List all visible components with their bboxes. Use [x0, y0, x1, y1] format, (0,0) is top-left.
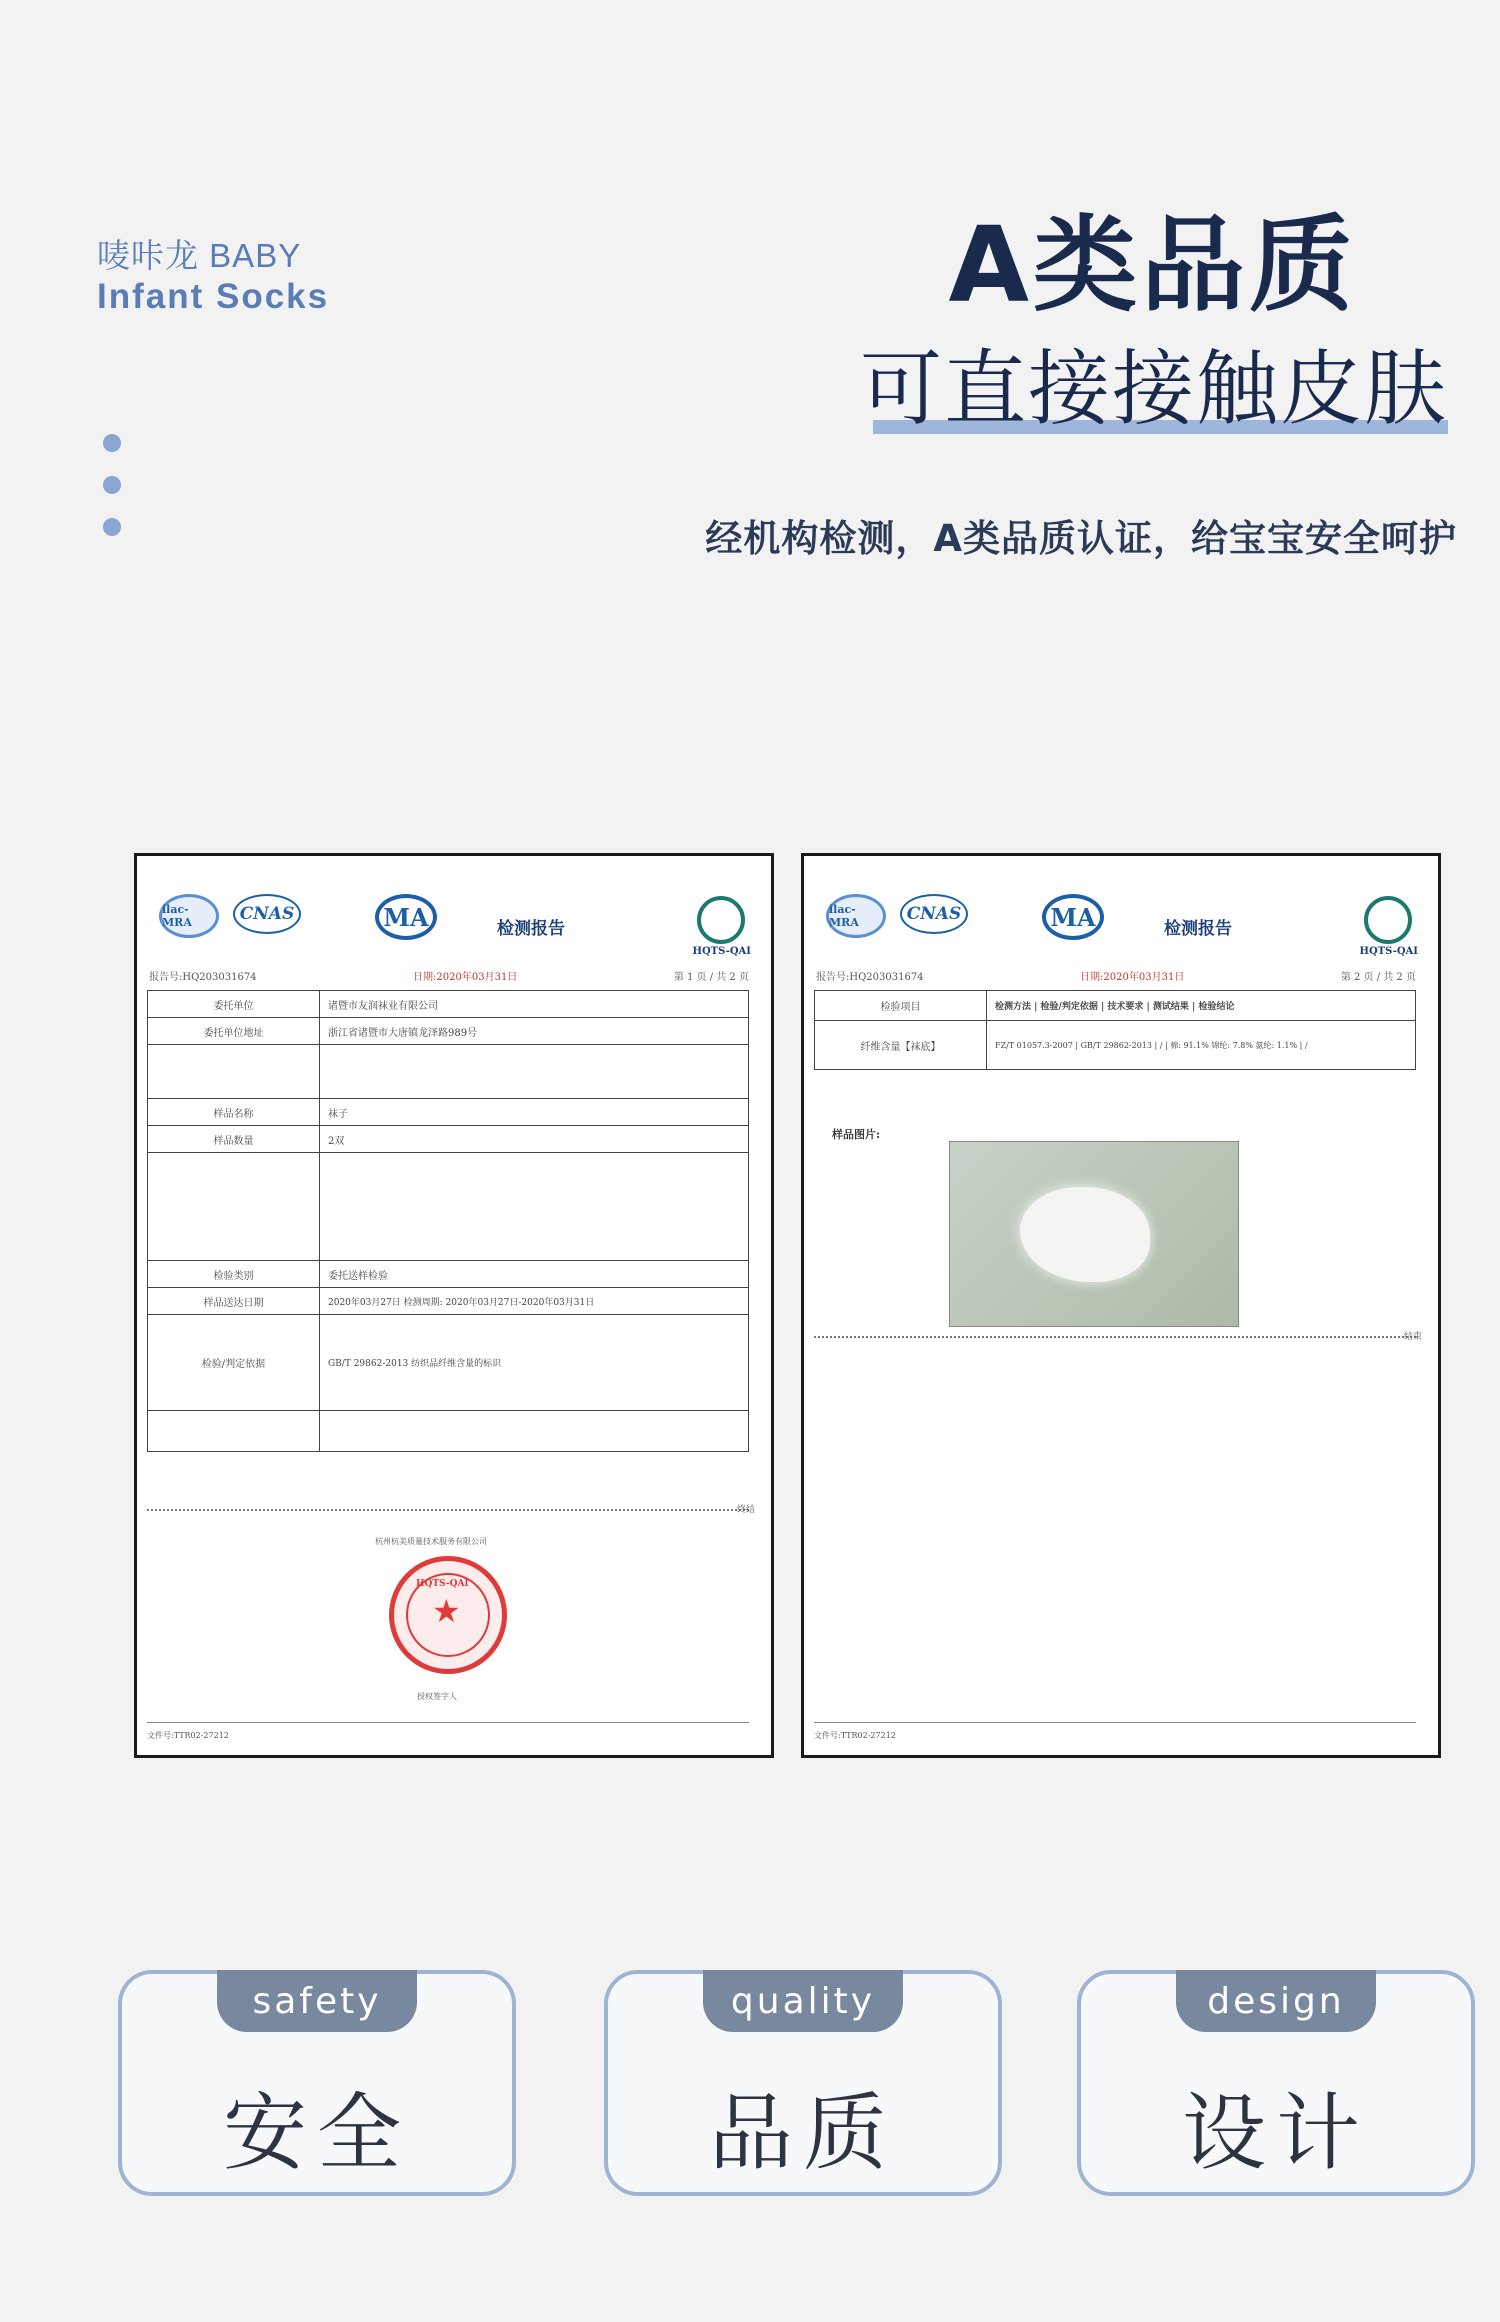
table-row — [148, 1411, 748, 1451]
signature-label: 授权签字人 — [417, 1692, 457, 1701]
cnas-logo: CNAS — [900, 894, 968, 934]
brand-name: 唛咔龙 BABY — [97, 237, 302, 274]
end-mark: 终结 — [736, 1505, 755, 1515]
table-row: 委托单位 诸暨市友润袜业有限公司 — [148, 991, 748, 1018]
feature-card-design — [1077, 1970, 1475, 2196]
table-row: 检验/判定依据 GB/T 29862-2013 纺织品纤维含量的标识 — [148, 1315, 748, 1411]
sock-sample — [1020, 1187, 1150, 1282]
report-number: 报告号:HQ203031674 — [816, 972, 924, 983]
report-footer: 文件号:TTR02-27212 — [814, 1731, 896, 1740]
hqts-logo — [697, 896, 745, 944]
hero-subtitle: 可直接接触皮肤 — [859, 342, 1448, 437]
hero-title: A类品质 — [948, 204, 1357, 326]
sample-photo — [949, 1141, 1239, 1327]
table-row — [148, 1153, 748, 1261]
stamp-text: HQTS-QAI — [416, 1579, 469, 1589]
results-table — [814, 990, 1416, 1070]
end-mark: 结束 — [1403, 1332, 1422, 1342]
card-tab: safety — [217, 1970, 417, 2032]
table-row: 纤维含量【袜底】 FZ/T 01057.3-2007 | GB/T 29862-2013 | / | 棉: 91.1% 锦纶: 7.8% 氨纶: 1.1% | / — [815, 1021, 1415, 1069]
cnas-logo: CNAS — [233, 894, 301, 934]
report-page: 第 1 页 / 共 2 页 — [673, 972, 749, 983]
report-title: 检测报告 — [1164, 919, 1232, 939]
card-word: 品质 — [708, 2084, 897, 2182]
report-title: 检测报告 — [497, 919, 565, 939]
table-row: 样品数量 2双 — [148, 1126, 748, 1153]
report-date: 日期:2020年03月31日 — [1080, 972, 1185, 983]
footer-rule — [814, 1722, 1416, 1723]
card-word: 设计 — [1181, 2084, 1370, 2182]
table-row: 样品名称 袜子 — [148, 1099, 748, 1126]
hqts-label: HQTS-QAI — [1359, 946, 1418, 957]
cma-logo: MA — [1042, 894, 1104, 940]
table-row: 样品送达日期 2020年03月27日 检测周期: 2020年03月27日-2020年03月31日 — [148, 1288, 748, 1315]
report-meta — [149, 968, 749, 983]
sample-photo-label: 样品图片: — [832, 1128, 881, 1141]
hqts-label: HQTS-QAI — [692, 946, 751, 957]
official-stamp — [389, 1556, 507, 1674]
decorative-dots — [103, 434, 121, 560]
cma-logo: MA — [375, 894, 437, 940]
end-dotted-line — [814, 1336, 1416, 1338]
card-tab: design — [1176, 1970, 1376, 2032]
report-number: 报告号:HQ203031674 — [149, 972, 257, 983]
table-row: 委托单位地址 浙江省诸暨市大唐镇龙泽路989号 — [148, 1018, 748, 1045]
report-table — [147, 990, 749, 1452]
table-row: 检验项目 检测方法 | 检验/判定依据 | 技术要求 | 测试结果 | 检验结论 — [815, 991, 1415, 1021]
hero-tagline: 经机构检测，A类品质认证，给宝宝安全呵护 — [705, 517, 1457, 560]
report-date: 日期:2020年03月31日 — [413, 972, 518, 983]
end-dotted-line — [147, 1509, 749, 1511]
brand — [97, 236, 329, 318]
card-tab: quality — [703, 1970, 903, 2032]
ilac-mra-logo: ilac-MRA — [159, 894, 219, 938]
ilac-mra-logo: ilac-MRA — [826, 894, 886, 938]
feature-card-safety — [118, 1970, 516, 2196]
table-row: 检验类别 委托送样检验 — [148, 1261, 748, 1288]
table-row — [148, 1045, 748, 1099]
brand-product: Infant Socks — [97, 277, 330, 316]
feature-card-quality — [604, 1970, 1002, 2196]
hqts-logo — [1364, 896, 1412, 944]
report-footer: 文件号:TTR02-27212 — [147, 1731, 229, 1740]
star-icon: ★ — [432, 1592, 461, 1630]
test-report-page-2 — [801, 853, 1441, 1758]
stamp-company: 杭州杭美质量技术服务有限公司 — [375, 1537, 487, 1546]
report-page: 第 2 页 / 共 2 页 — [1340, 972, 1416, 983]
report-meta — [816, 968, 1416, 983]
test-report-page-1 — [134, 853, 774, 1758]
footer-rule — [147, 1722, 749, 1723]
card-word: 安全 — [222, 2084, 411, 2182]
